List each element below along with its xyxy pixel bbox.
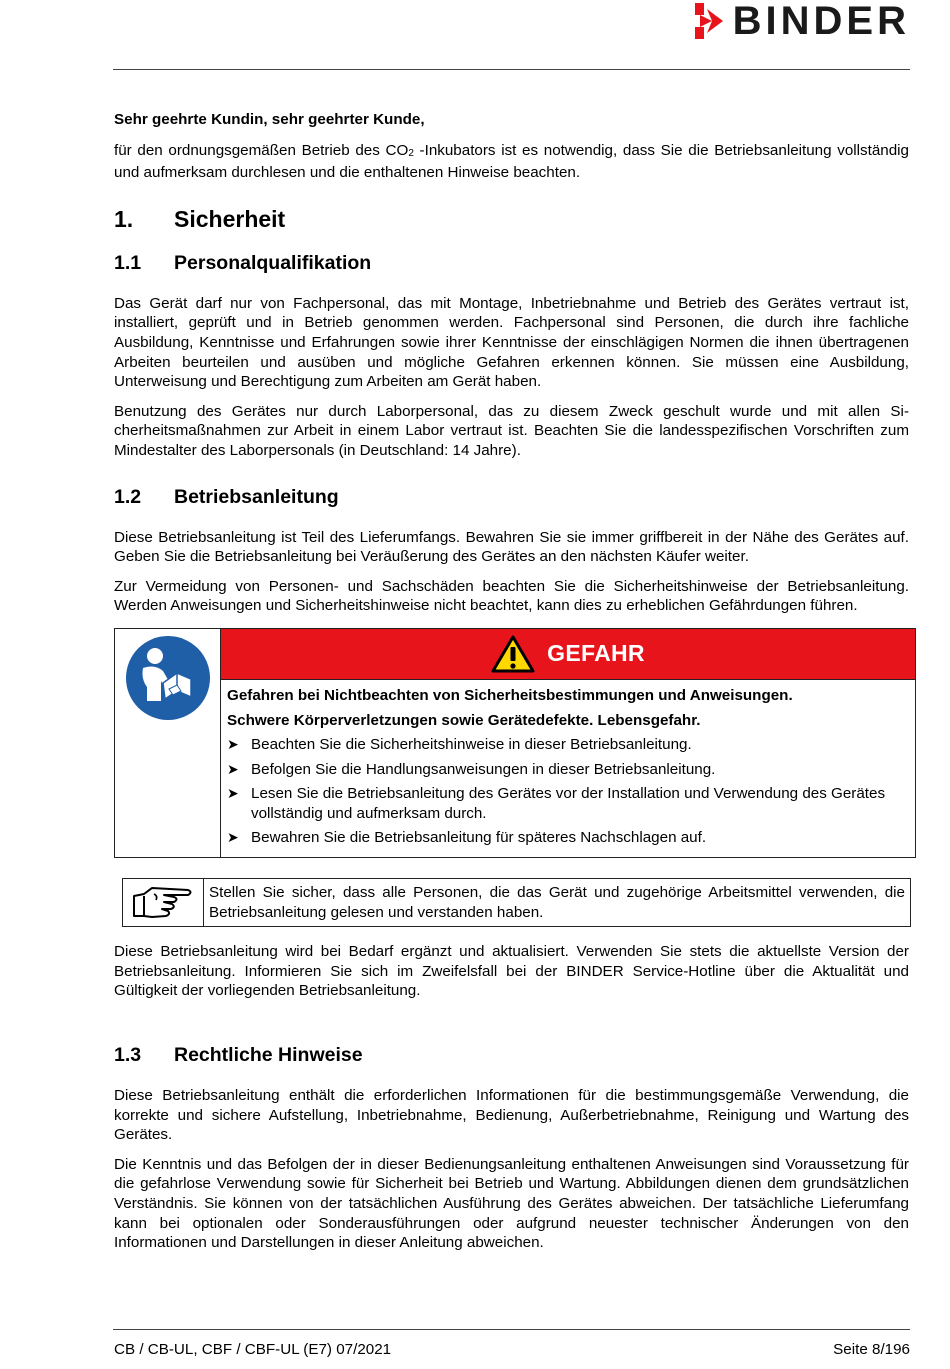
footer-document-id: CB / CB-UL, CBF / CBF-UL (E7) 07/2021 (114, 1341, 392, 1358)
notice-content (204, 879, 910, 926)
list-item-text: Bewahren Sie die Betriebsanleitung für späteres Nachschlagen auf. (251, 829, 707, 847)
arrow-bullet-icon: ➤ (227, 785, 239, 802)
header-rule (113, 69, 910, 70)
notice-text: Stellen Sie sicher, dass alle Personen, die das Gerät und zugehörige Arbeitsmittel verwenden, die Betriebsanleitung gelesen und verstanden haben. (209, 884, 905, 921)
footer-page-number: Seite 8/196 (833, 1341, 910, 1358)
danger-header (221, 629, 915, 680)
paragraph: Diese Betriebsanleitung ist Teil des Lieferumfangs. Bewahren Sie sie immer griffbereit in der Nähe des Gerätes auf. Geben Sie die Betriebsanleitung bei Veräußerung des Gerätes an den nächsten Käufer weiter. (114, 528, 909, 566)
danger-warning-box (114, 628, 916, 858)
section-title: Betriebsanleitung (174, 485, 339, 508)
heading-section-1-2 (114, 485, 909, 509)
paragraph: Benutzung des Gerätes nur durch Laborpersonal, das zu diesem Zweck geschult wurde und mit allen Sicherheitsmaßnahmen zur Arbeit in einem Labor vertraut ist. Beachten Sie die landesspezifischen Vorschriften zum Mindestalter des Laborpersonals (in Deutschland: 14 Jahre). (114, 402, 909, 459)
arrow-bullet-icon: ➤ (227, 829, 239, 846)
list-item (227, 760, 909, 780)
intro-text-1: für den ordnungsgemäßen Betrieb des CO (114, 141, 409, 159)
intro-paragraph (114, 141, 909, 183)
signal-word: GEFAHR (547, 640, 645, 667)
heading-section-1-1 (114, 251, 909, 275)
pointing-hand-icon (130, 882, 196, 924)
notice-box (122, 878, 911, 927)
section-number: 1.1 (114, 251, 142, 274)
list-item-text: Lesen Sie die Betriebsanleitung des Gerätes vor der Installation und Verwendung des Gerätes vollständig und aufmerksam durch. (251, 785, 886, 822)
section-title: Rechtliche Hinweise (174, 1044, 363, 1067)
danger-content (221, 629, 915, 857)
section-number: 1.2 (114, 485, 142, 508)
danger-body (221, 680, 915, 857)
intro-subscript: 2 (408, 147, 414, 159)
paragraph: Zur Vermeidung von Personen- und Sachschäden beachten Sie die Sicherheitshinweise der Betriebsanleitung. Werden Anweisungen und Sicherheitshinweise nicht beachtet, kann dies zu erheblichen Gefährdungen führen. (114, 577, 909, 615)
heading-section-1-3 (114, 1043, 909, 1067)
danger-icon-cell (115, 629, 221, 857)
section-title: Personalqualifikation (174, 251, 372, 274)
arrow-bullet-icon: ➤ (227, 760, 239, 777)
list-item (227, 735, 909, 755)
main-content (114, 110, 909, 1263)
paragraph: Die Kenntnis und das Befolgen der in dieser Bedienungsanleitung enthaltenen Anweisungen sind Voraussetzung für die gefahrlose Verwendung sowie für Sicherheit bei Betrieb und Wartung. Abbildungen dienen dem grundsätzlichen Verständnis. Sie können von der tatsächlichen Ausführung des Gerätes abweichen. Der tatsächliche Lieferumfang kann bei optionalen oder Sonderausführungen oder aufgrund neuester technischer Änderungen von den Informationen und Darstellungen in dieser Anleitung abweichen. (114, 1155, 909, 1252)
warning-triangle-icon (491, 635, 535, 673)
intro-text-2: -Inkubators ist es notwendig, dass Sie die Betriebsanleitung vollständig und aufmerksam durchlesen und die enthaltenen Hinweise beachten. (114, 141, 910, 182)
paragraph: Diese Betriebsanleitung wird bei Bedarf ergänzt und aktualisiert. Verwenden Sie stets die aktuellste Version der Betriebsanleitung. Informieren Sie sich im Zweifelsfall bei der BINDER Service-Hotline über die Aktualität und Gültigkeit der vorliegenden Betriebsanleitung. (114, 943, 909, 1000)
logo-text: BINDER (732, 0, 910, 43)
list-item (227, 784, 909, 823)
arrow-bullet-icon: ➤ (227, 736, 239, 753)
list-item-text: Beachten Sie die Sicherheitshinweise in dieser Betriebsanleitung. (251, 736, 692, 754)
binder-logo (695, 0, 910, 43)
heading-section-1 (114, 205, 909, 233)
danger-headline: Gefahren bei Nichtbeachten von Sicherheitsbestimmungen und Anweisungen. (227, 686, 793, 704)
section-number: 1.3 (114, 1044, 142, 1067)
danger-consequence: Schwere Körperverletzungen sowie Gerätedefekte. Lebensgefahr. (227, 711, 701, 729)
binder-logo-mark-icon (695, 3, 723, 39)
paragraph: Diese Betriebsanleitung enthält die erforderlichen Informationen für die bestimmungsgemäße Verwendung, die korrekte und sichere Aufstellung, Inbetriebnahme, Bedienung, Außerbetriebnahme, Reinigung und Wartung des Gerätes. (114, 1087, 909, 1144)
section-number: 1. (114, 205, 134, 232)
paragraph: Das Gerät darf nur von Fachpersonal, das mit Montage, Inbetriebnahme und Betrieb des Gerätes vertraut ist, installiert, geprüft und in Betrieb genommen werden. Fachpersonal sind Personen, die durch ihre fachliche Ausbildung, Kenntnisse und Erfahrungen sowie ihrer Kenntnisse der einschlägigen Normen die ihnen übertragenen Arbeiten beurteilen und ausüben und mögliche Gefahren erkennen können. Sie müssen eine Ausbildung, Unterweisung und Berechtigung zum Arbeiten am Gerät haben. (114, 294, 909, 391)
greeting: Sehr geehrte Kundin, sehr geehrter Kunde, (114, 111, 425, 128)
footer-rule (113, 1329, 910, 1330)
section-title: Sicherheit (174, 205, 286, 232)
list-item (227, 828, 909, 848)
list-item-text: Befolgen Sie die Handlungsanweisungen in dieser Betriebsanleitung. (251, 760, 716, 778)
notice-icon-cell (123, 879, 204, 926)
read-manual-icon (125, 635, 211, 721)
